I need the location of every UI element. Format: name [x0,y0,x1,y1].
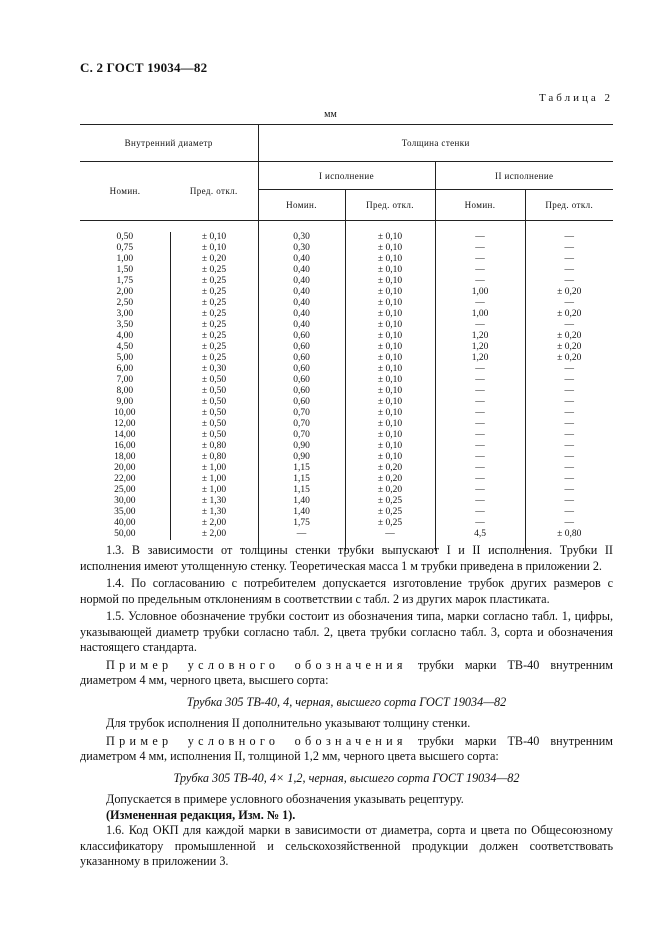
table-cell: 1,20 [435,331,525,342]
header-v1-deviation: Пред. откл. [345,190,435,221]
table-row [80,320,613,331]
table-cell: — [564,496,574,506]
table-cell: — [564,474,574,484]
table-cell: ± 1,30 [170,507,258,518]
table-cell: ± 0,10 [345,243,435,254]
table-cell: ± 0,25 [170,320,258,331]
table-cell: ± 0,10 [345,452,435,463]
table-cell: — [564,276,574,286]
table-cell: ± 0,25 [170,309,258,320]
table-row [80,463,613,474]
table-cell: 2,00 [80,287,170,298]
example-label: Пример условного обозначения [106,733,407,748]
table-cell: — [564,298,574,308]
paragraph-1-3: 1.3. В зависимости от толщины стенки трубки выпускают I и II исполнения. Трубки II исполнения имеют утолщенную стенку. Теоретическая масса 1 м трубки приведена в приложении 2. [80,543,613,573]
page-header: С. 2 ГОСТ 19034—82 [80,60,208,75]
table-cell: — [564,419,574,429]
table-cell: 0,90 [258,452,345,463]
header-nominal: Номин. [80,162,170,221]
table-cell: ± 0,25 [170,287,258,298]
table-cell: ± 0,25 [170,353,258,364]
table-cell: 0,40 [258,276,345,287]
table-caption: Таблица 2 [538,92,613,104]
table-cell: 0,40 [258,298,345,309]
table-cell: ± 2,00 [170,518,258,529]
table-cell: — [435,485,525,496]
table-cell: — [564,386,574,396]
table-cell: 22,00 [80,474,170,485]
table-cell: — [435,243,525,254]
table-cell: 1,15 [258,485,345,496]
table-cell: ± 0,10 [345,364,435,375]
table-cell: ± 0,20 [557,342,582,352]
table-cell: 0,70 [258,408,345,419]
table-cell: — [435,375,525,386]
table-cell: — [258,529,345,540]
table-cell: 9,00 [80,397,170,408]
table-row [80,232,613,243]
table-row [80,298,613,309]
table-cell: ± 0,20 [170,254,258,265]
table-cell: ± 0,25 [170,265,258,276]
table-row [80,518,613,529]
table-cell: — [435,397,525,408]
table-cell: — [435,507,525,518]
table-cell: ± 0,10 [345,430,435,441]
table-cell: ± 0,10 [345,353,435,364]
table-row [80,309,613,320]
table-cell: 0,60 [258,397,345,408]
header-v2-nominal: Номин. [435,190,525,221]
table-cell: ± 0,20 [557,309,582,319]
table-cell: — [564,232,574,242]
header-deviation: Пред. откл. [170,162,258,221]
table-row [80,441,613,452]
table-cell: — [435,419,525,430]
table-cell: — [564,507,574,517]
table-cell: ± 0,20 [557,287,582,297]
table-cell: ± 0,20 [557,353,582,363]
table-row [80,474,613,485]
table-cell: 0,60 [258,331,345,342]
table-cell: ± 0,20 [345,485,435,496]
table-cell: ± 0,25 [170,276,258,287]
table-cell: 0,40 [258,309,345,320]
table-cell: 30,00 [80,496,170,507]
table-cell: ± 0,10 [345,419,435,430]
table-cell: ± 0,50 [170,397,258,408]
table-cell: 0,60 [258,342,345,353]
table-cell: ± 0,10 [345,397,435,408]
example-2-intro [80,734,613,765]
table-cell: 4,5 [435,529,525,540]
table-cell: 6,00 [80,364,170,375]
table-row [80,342,613,353]
table-cell: ± 0,20 [345,463,435,474]
table-cell: 4,50 [80,342,170,353]
table-cell: — [435,496,525,507]
table-cell: — [435,386,525,397]
table-row [80,386,613,397]
table-cell: ± 2,00 [170,529,258,540]
table-cell: ± 0,10 [345,386,435,397]
table-unit: мм [324,109,337,120]
table-row [80,265,613,276]
table-cell: 0,30 [258,232,345,243]
table-cell: — [435,430,525,441]
table-row [80,331,613,342]
header-wall-thickness: Толщина стенки [258,125,613,162]
table-row [80,419,613,430]
table-cell: — [564,518,574,528]
table-cell: 1,75 [80,276,170,287]
table-cell: 0,40 [258,254,345,265]
table-cell: 3,00 [80,309,170,320]
table-cell: 0,50 [80,232,170,243]
table-cell: 14,00 [80,430,170,441]
table-cell: ± 0,10 [345,232,435,243]
example-2-rest: трубки марки ТВ-40 внутренним диаметром 4 мм, исполнения II, толщиной 1,2 мм, черного цвета высшего сорта: [80,733,613,763]
table-cell: ± 0,25 [345,496,435,507]
table-cell: 0,60 [258,364,345,375]
table-row [80,375,613,386]
table-cell: 1,15 [258,463,345,474]
table-cell: 20,00 [80,463,170,474]
table-cell: 1,00 [435,309,525,320]
table-row [80,243,613,254]
table-cell: ± 0,80 [170,441,258,452]
table-cell: — [435,265,525,276]
table-cell: — [435,441,525,452]
table-cell: ± 0,25 [345,518,435,529]
table-cell: ± 0,25 [170,298,258,309]
table-cell: — [564,320,574,330]
table-cell: — [564,441,574,451]
table-row [80,397,613,408]
table-cell: — [564,463,574,473]
table-cell: ± 1,00 [170,463,258,474]
table-cell: — [345,529,435,540]
table-cell: ± 1,00 [170,474,258,485]
table-cell: 2,50 [80,298,170,309]
table-row [80,430,613,441]
table-cell: 0,70 [258,419,345,430]
example-1-designation: Трубка 305 ТВ-40, 4, черная, высшего сорта ГОСТ 19034—82 [186,694,507,709]
table-cell: ± 0,10 [345,276,435,287]
example-1-intro [80,658,613,689]
table-row [80,254,613,265]
table-cell: ± 0,10 [345,320,435,331]
table-cell: — [435,276,525,287]
header-version-2: II исполнение [435,162,613,190]
table-row [80,507,613,518]
table-cell: 1,40 [258,507,345,518]
table-cell: 0,60 [258,353,345,364]
table-cell: ± 0,25 [170,331,258,342]
example-1-rest: трубки марки ТВ-40 внутренним диаметром 4 мм, черного цвета, высшего сорта: [80,657,613,687]
table-row [80,287,613,298]
table-cell: ± 1,00 [170,485,258,496]
table-cell: 5,00 [80,353,170,364]
table-cell: — [435,298,525,309]
table-cell: — [435,320,525,331]
table-cell: 1,20 [435,342,525,353]
table-cell: — [564,265,574,275]
table-cell: 1,40 [258,496,345,507]
table-cell: 1,75 [258,518,345,529]
example-label: Пример условного обозначения [106,657,407,672]
table-cell: ± 0,20 [557,331,582,341]
table-cell: 1,00 [80,254,170,265]
table-cell: — [435,364,525,375]
table-cell: 0,90 [258,441,345,452]
table-cell: 1,50 [80,265,170,276]
table-cell: 12,00 [80,419,170,430]
table-cell: ± 0,50 [170,419,258,430]
table-cell: 50,00 [80,529,170,540]
table-cell: — [435,474,525,485]
table-cell: ± 0,10 [345,342,435,353]
table-cell: ± 0,30 [170,364,258,375]
table-row [80,452,613,463]
table-cell: 10,00 [80,408,170,419]
table-cell: ± 0,10 [170,232,258,243]
table-cell: 0,40 [258,287,345,298]
body-text [80,543,613,870]
table-cell: 1,15 [258,474,345,485]
table-cell: 8,00 [80,386,170,397]
table-cell: — [435,518,525,529]
table-cell: 0,60 [258,386,345,397]
header-v1-nominal: Номин. [258,190,345,221]
table-cell: 7,00 [80,375,170,386]
table-cell: — [564,375,574,385]
table-row [80,276,613,287]
table-cell: ± 0,10 [345,265,435,276]
header-v2-deviation: Пред. откл. [525,190,613,221]
table-cell: — [564,243,574,253]
table-row [80,353,613,364]
dimensions-table [80,124,613,551]
amendment-note: (Измененная редакция, Изм. № 1). [106,807,296,822]
paragraph-recipe: Допускается в примере условного обозначения указывать рецептуру. [106,792,464,806]
table-cell: ± 0,20 [345,474,435,485]
table-cell: 25,00 [80,485,170,496]
table-cell: ± 0,10 [345,408,435,419]
table-cell: — [435,232,525,243]
table-cell: ± 0,10 [345,375,435,386]
table-cell: — [564,364,574,374]
table-cell: — [564,408,574,418]
paragraph-version-2: Для трубок исполнения II дополнительно указывают толщину стенки. [106,716,471,730]
table-cell: — [564,254,574,264]
table-cell: — [564,452,574,462]
table-cell: ± 0,25 [345,507,435,518]
table-cell: 1,20 [435,353,525,364]
table-cell: ± 0,50 [170,386,258,397]
table-cell: ± 0,10 [170,243,258,254]
table-cell: 0,40 [258,265,345,276]
table-cell: 35,00 [80,507,170,518]
table-cell: 1,00 [435,287,525,298]
table-row [80,529,613,540]
header-inner-diameter: Внутренний диаметр [80,125,258,162]
table-cell: 3,50 [80,320,170,331]
table-cell: 0,60 [258,375,345,386]
table-cell: ± 1,30 [170,496,258,507]
table-cell: ± 0,10 [345,441,435,452]
table-cell: — [435,408,525,419]
table-cell: 0,70 [258,430,345,441]
paragraph-1-4: 1.4. По согласованию с потребителем допускается изготовление трубок других размеров с нормой по предельным отклонениям в соответствии с табл. 2 из других марок пластиката. [80,576,613,606]
table-cell: 0,75 [80,243,170,254]
table-cell: ± 0,80 [170,452,258,463]
table-cell: ± 0,50 [170,408,258,419]
table-cell: ± 0,10 [345,298,435,309]
table-cell: ± 0,10 [345,254,435,265]
paragraph-1-5: 1.5. Условное обозначение трубки состоит из обозначения типа, марки согласно табл. 1, цифры, указывающей диаметр трубки согласно табл. 2, цвета трубки согласно табл. 3, сорта и обозначения настоящего стандарта. [80,609,613,654]
table-row [80,364,613,375]
table-cell: — [564,485,574,495]
example-2-designation: Трубка 305 ТВ-40, 4× 1,2, черная, высшего сорта ГОСТ 19034—82 [173,770,520,785]
table-cell: 16,00 [80,441,170,452]
header-version-1: I исполнение [258,162,435,190]
table-cell: ± 0,25 [170,342,258,353]
table-cell: 0,40 [258,320,345,331]
table-cell: 4,00 [80,331,170,342]
table-cell: ± 0,10 [345,309,435,320]
table-cell: ± 0,10 [345,287,435,298]
paragraph-1-6: 1.6. Код ОКП для каждой марки в зависимости от диаметра, сорта и цвета по Общесоюзному классификатору промышленной и сельскохозяйственной продукции должен соответствовать указанному в приложении 3. [80,823,613,868]
table-row [80,408,613,419]
table-row [80,496,613,507]
table-cell: — [564,430,574,440]
table-cell: ± 0,50 [170,430,258,441]
table-cell: ± 0,10 [345,331,435,342]
table-cell: ± 0,80 [557,529,582,539]
table-cell: — [435,452,525,463]
table-cell: 40,00 [80,518,170,529]
table-cell: — [435,463,525,474]
table-cell: ± 0,50 [170,375,258,386]
table-cell: — [435,254,525,265]
table-cell: 0,30 [258,243,345,254]
table-cell: — [564,397,574,407]
table-cell: 18,00 [80,452,170,463]
table-row [80,485,613,496]
